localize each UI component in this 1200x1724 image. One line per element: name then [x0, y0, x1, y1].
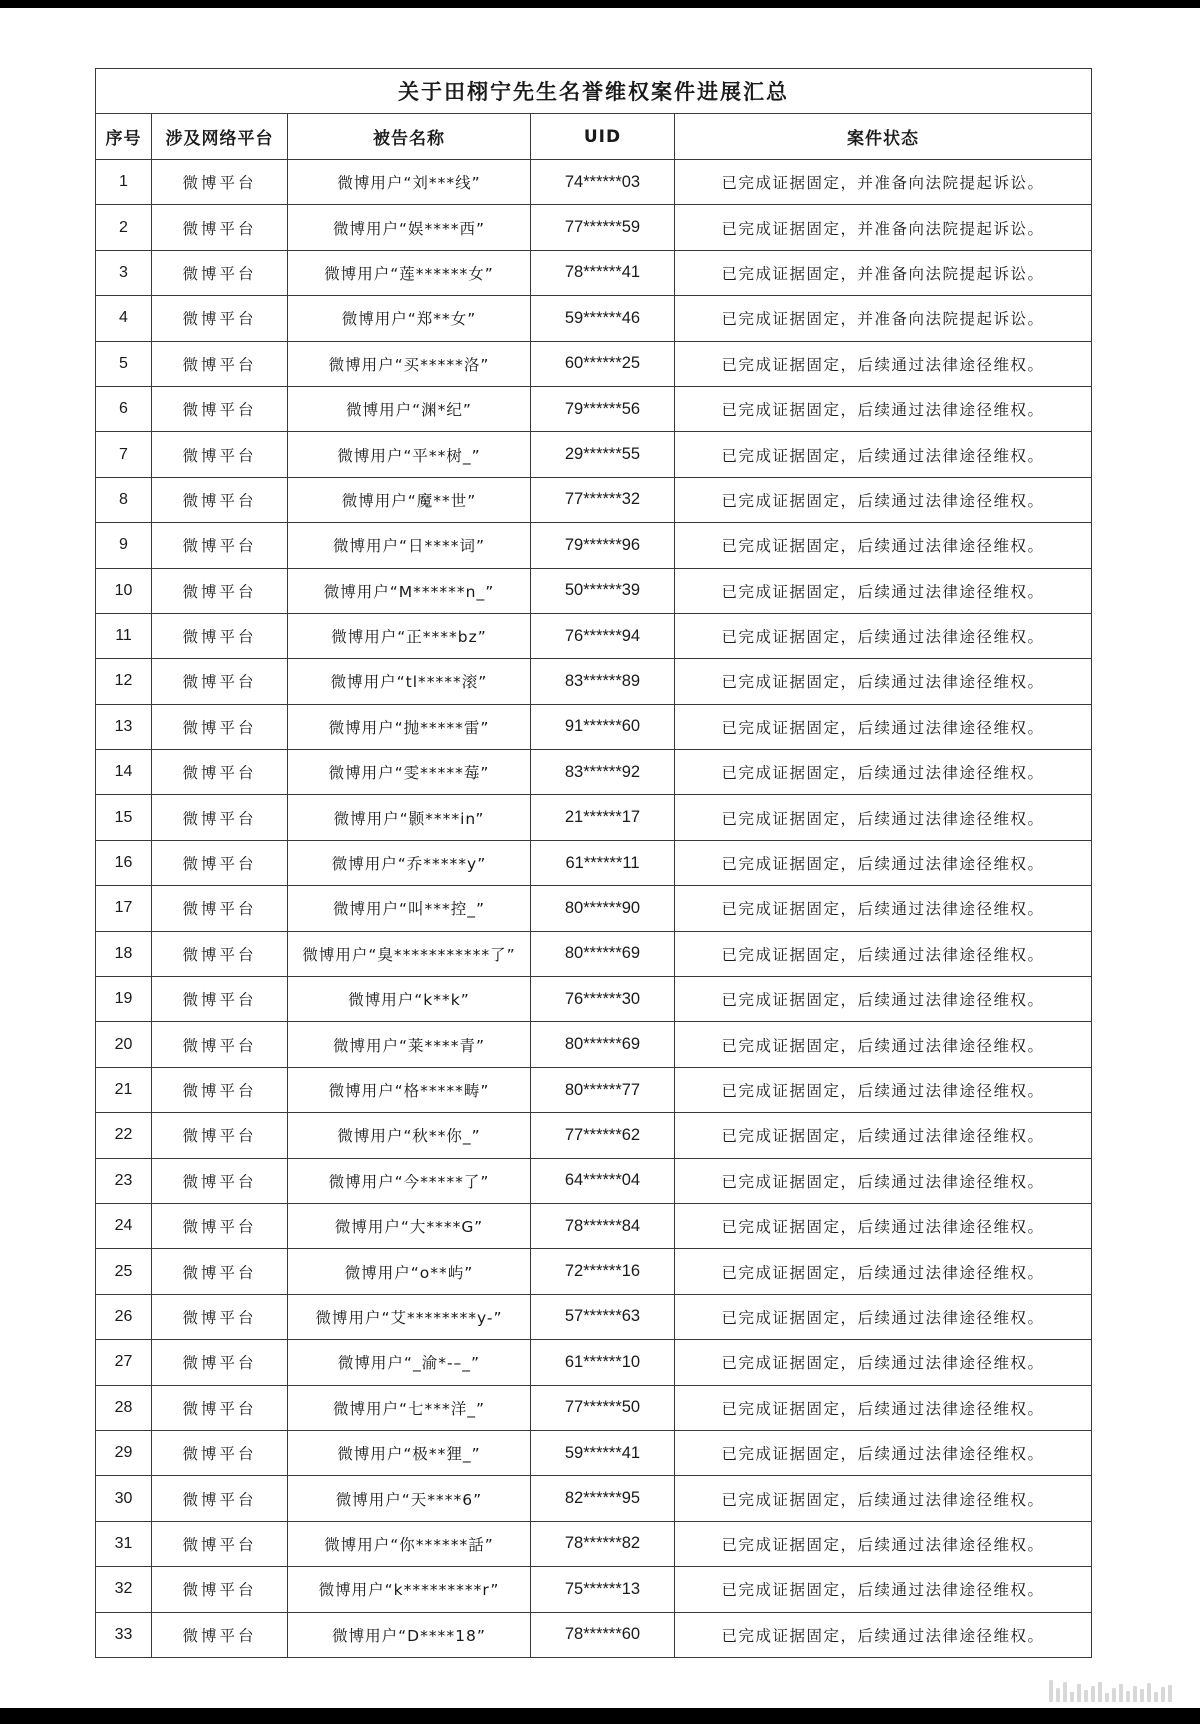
- cell-case-status: 已完成证据固定，后续通过法律途径维权。: [675, 1340, 1092, 1385]
- cell-case-status: 已完成证据固定，后续通过法律途径维权。: [675, 341, 1092, 386]
- cell-platform: 微博平台: [152, 523, 288, 568]
- table-row: [96, 613, 1092, 658]
- cell-uid: 64******04: [531, 1158, 675, 1203]
- cell-case-status: 已完成证据固定，后续通过法律途径维权。: [675, 1567, 1092, 1612]
- cell-uid: 79******96: [531, 523, 675, 568]
- cell-platform: 微博平台: [152, 840, 288, 885]
- header-platform: 涉及网络平台: [152, 114, 288, 160]
- cell-uid: 59******46: [531, 296, 675, 341]
- cell-platform: 微博平台: [152, 795, 288, 840]
- cell-platform: 微博平台: [152, 977, 288, 1022]
- cell-case-status: 已完成证据固定，并准备向法院提起诉讼。: [675, 205, 1092, 250]
- cell-uid: 75******13: [531, 1567, 675, 1612]
- table-row: [96, 704, 1092, 749]
- table-row: [96, 931, 1092, 976]
- cell-defendant-name: 微博用户“买*****洛”: [288, 341, 531, 386]
- cell-serial-number: 1: [96, 160, 152, 205]
- cell-defendant-name: 微博用户“叫***控_”: [288, 886, 531, 931]
- cell-serial-number: 16: [96, 840, 152, 885]
- cell-serial-number: 5: [96, 341, 152, 386]
- cell-uid: 78******84: [531, 1203, 675, 1248]
- cell-uid: 77******59: [531, 205, 675, 250]
- table-row: [96, 250, 1092, 295]
- cell-case-status: 已完成证据固定，后续通过法律途径维权。: [675, 477, 1092, 522]
- cell-case-status: 已完成证据固定，后续通过法律途径维权。: [675, 886, 1092, 931]
- cell-serial-number: 27: [96, 1340, 152, 1385]
- table-row: [96, 750, 1092, 795]
- cell-uid: 77******62: [531, 1113, 675, 1158]
- header-uid: UID: [531, 114, 675, 160]
- cell-case-status: 已完成证据固定，后续通过法律途径维权。: [675, 523, 1092, 568]
- cell-uid: 29******55: [531, 432, 675, 477]
- cell-case-status: 已完成证据固定，后续通过法律途径维权。: [675, 1521, 1092, 1566]
- cell-case-status: 已完成证据固定，后续通过法律途径维权。: [675, 613, 1092, 658]
- cell-uid: 78******82: [531, 1521, 675, 1566]
- table-row: [96, 341, 1092, 386]
- cell-serial-number: 12: [96, 659, 152, 704]
- table-row: [96, 840, 1092, 885]
- cell-serial-number: 25: [96, 1249, 152, 1294]
- cell-defendant-name: 微博用户“颢****in”: [288, 795, 531, 840]
- cell-defendant-name: 微博用户“郑**女”: [288, 296, 531, 341]
- cell-platform: 微博平台: [152, 1430, 288, 1475]
- cell-uid: 61******11: [531, 840, 675, 885]
- cell-defendant-name: 微博用户“tl*****滚”: [288, 659, 531, 704]
- cell-defendant-name: 微博用户“魔**世”: [288, 477, 531, 522]
- cell-defendant-name: 微博用户“刘***线”: [288, 160, 531, 205]
- cell-serial-number: 11: [96, 613, 152, 658]
- cell-defendant-name: 微博用户“M******n_”: [288, 568, 531, 613]
- cell-defendant-name: 微博用户“天****6”: [288, 1476, 531, 1521]
- cell-uid: 77******32: [531, 477, 675, 522]
- cell-defendant-name: 微博用户“k**k”: [288, 977, 531, 1022]
- table-row: [96, 1294, 1092, 1339]
- cell-case-status: 已完成证据固定，后续通过法律途径维权。: [675, 931, 1092, 976]
- cell-platform: 微博平台: [152, 1067, 288, 1112]
- cell-platform: 微博平台: [152, 1158, 288, 1203]
- cell-platform: 微博平台: [152, 613, 288, 658]
- table-row: [96, 1067, 1092, 1112]
- cell-case-status: 已完成证据固定，并准备向法院提起诉讼。: [675, 296, 1092, 341]
- table-row: [96, 568, 1092, 613]
- cell-serial-number: 29: [96, 1430, 152, 1475]
- cell-uid: 83******92: [531, 750, 675, 795]
- cell-uid: 80******90: [531, 886, 675, 931]
- cell-uid: 57******63: [531, 1294, 675, 1339]
- case-progress-table: [95, 68, 1092, 1658]
- table-row: [96, 1113, 1092, 1158]
- cell-case-status: 已完成证据固定，后续通过法律途径维权。: [675, 795, 1092, 840]
- cell-serial-number: 24: [96, 1203, 152, 1248]
- cell-case-status: 已完成证据固定，后续通过法律途径维权。: [675, 704, 1092, 749]
- cell-serial-number: 28: [96, 1385, 152, 1430]
- cell-platform: 微博平台: [152, 160, 288, 205]
- cell-uid: 77******50: [531, 1385, 675, 1430]
- header-case-status: 案件状态: [675, 114, 1092, 160]
- cell-platform: 微博平台: [152, 205, 288, 250]
- cell-platform: 微博平台: [152, 1385, 288, 1430]
- cell-defendant-name: 微博用户“抛*****雷”: [288, 704, 531, 749]
- cell-platform: 微博平台: [152, 1203, 288, 1248]
- table-row: [96, 886, 1092, 931]
- cell-uid: 83******89: [531, 659, 675, 704]
- cell-case-status: 已完成证据固定，后续通过法律途径维权。: [675, 1385, 1092, 1430]
- table-row: [96, 977, 1092, 1022]
- cell-serial-number: 8: [96, 477, 152, 522]
- table-row: [96, 659, 1092, 704]
- cell-defendant-name: 微博用户“大****G”: [288, 1203, 531, 1248]
- table-row: [96, 1203, 1092, 1248]
- cell-case-status: 已完成证据固定，后续通过法律途径维权。: [675, 432, 1092, 477]
- cell-serial-number: 14: [96, 750, 152, 795]
- cell-case-status: 已完成证据固定，后续通过法律途径维权。: [675, 1158, 1092, 1203]
- cell-serial-number: 33: [96, 1612, 152, 1657]
- cell-defendant-name: 微博用户“雯*****莓”: [288, 750, 531, 795]
- cell-uid: 21******17: [531, 795, 675, 840]
- table-row: [96, 1567, 1092, 1612]
- table-row: [96, 1385, 1092, 1430]
- cell-uid: 74******03: [531, 160, 675, 205]
- table-row: [96, 296, 1092, 341]
- table-title: 关于田栩宁先生名誉维权案件进展汇总: [96, 69, 1092, 114]
- cell-case-status: 已完成证据固定，后续通过法律途径维权。: [675, 568, 1092, 613]
- cell-serial-number: 2: [96, 205, 152, 250]
- cell-defendant-name: 微博用户“七***洋_”: [288, 1385, 531, 1430]
- cell-platform: 微博平台: [152, 931, 288, 976]
- cell-serial-number: 10: [96, 568, 152, 613]
- table-row: [96, 523, 1092, 568]
- cell-uid: 60******25: [531, 341, 675, 386]
- cell-platform: 微博平台: [152, 1113, 288, 1158]
- cell-platform: 微博平台: [152, 1294, 288, 1339]
- cell-uid: 80******69: [531, 1022, 675, 1067]
- cell-serial-number: 22: [96, 1113, 152, 1158]
- cell-defendant-name: 微博用户“D****18”: [288, 1612, 531, 1657]
- table-row: [96, 432, 1092, 477]
- table-title-row: [96, 69, 1092, 114]
- cell-platform: 微博平台: [152, 568, 288, 613]
- cell-defendant-name: 微博用户“你******話”: [288, 1521, 531, 1566]
- cell-uid: 61******10: [531, 1340, 675, 1385]
- cell-platform: 微博平台: [152, 886, 288, 931]
- cell-platform: 微博平台: [152, 1249, 288, 1294]
- cell-uid: 80******77: [531, 1067, 675, 1112]
- watermark: [1049, 1676, 1172, 1702]
- cell-defendant-name: 微博用户“娱****西”: [288, 205, 531, 250]
- cell-platform: 微博平台: [152, 1521, 288, 1566]
- cell-case-status: 已完成证据固定，后续通过法律途径维权。: [675, 750, 1092, 795]
- cell-uid: 91******60: [531, 704, 675, 749]
- cell-defendant-name: 微博用户“莲******女”: [288, 250, 531, 295]
- cell-defendant-name: 微博用户“_渝*-–_”: [288, 1340, 531, 1385]
- cell-platform: 微博平台: [152, 432, 288, 477]
- table-row: [96, 1158, 1092, 1203]
- cell-serial-number: 20: [96, 1022, 152, 1067]
- cell-defendant-name: 微博用户“渊*纪”: [288, 386, 531, 431]
- document-page: [0, 8, 1200, 1708]
- cell-platform: 微博平台: [152, 1612, 288, 1657]
- table-row: [96, 1476, 1092, 1521]
- cell-case-status: 已完成证据固定，后续通过法律途径维权。: [675, 1294, 1092, 1339]
- cell-serial-number: 15: [96, 795, 152, 840]
- cell-platform: 微博平台: [152, 386, 288, 431]
- header-serial-number: 序号: [96, 114, 152, 160]
- cell-serial-number: 7: [96, 432, 152, 477]
- cell-serial-number: 23: [96, 1158, 152, 1203]
- cell-defendant-name: 微博用户“格*****畴”: [288, 1067, 531, 1112]
- cell-uid: 76******30: [531, 977, 675, 1022]
- cell-case-status: 已完成证据固定，后续通过法律途径维权。: [675, 1430, 1092, 1475]
- cell-defendant-name: 微博用户“莱****青”: [288, 1022, 531, 1067]
- cell-uid: 82******95: [531, 1476, 675, 1521]
- table-row: [96, 1249, 1092, 1294]
- header-defendant-name: 被告名称: [288, 114, 531, 160]
- cell-uid: 78******60: [531, 1612, 675, 1657]
- cell-platform: 微博平台: [152, 704, 288, 749]
- cell-serial-number: 30: [96, 1476, 152, 1521]
- cell-defendant-name: 微博用户“平**树_”: [288, 432, 531, 477]
- cell-uid: 78******41: [531, 250, 675, 295]
- cell-serial-number: 19: [96, 977, 152, 1022]
- cell-case-status: 已完成证据固定，后续通过法律途径维权。: [675, 1612, 1092, 1657]
- cell-case-status: 已完成证据固定，后续通过法律途径维权。: [675, 1249, 1092, 1294]
- table-header-row: [96, 114, 1092, 160]
- cell-platform: 微博平台: [152, 1567, 288, 1612]
- cell-case-status: 已完成证据固定，后续通过法律途径维权。: [675, 840, 1092, 885]
- cell-uid: 80******69: [531, 931, 675, 976]
- cell-platform: 微博平台: [152, 250, 288, 295]
- cell-case-status: 已完成证据固定，后续通过法律途径维权。: [675, 1113, 1092, 1158]
- table-row: [96, 1521, 1092, 1566]
- cell-serial-number: 18: [96, 931, 152, 976]
- cell-case-status: 已完成证据固定，后续通过法律途径维权。: [675, 386, 1092, 431]
- cell-defendant-name: 微博用户“秋**你_”: [288, 1113, 531, 1158]
- cell-serial-number: 9: [96, 523, 152, 568]
- cell-serial-number: 32: [96, 1567, 152, 1612]
- cell-platform: 微博平台: [152, 750, 288, 795]
- cell-case-status: 已完成证据固定，并准备向法院提起诉讼。: [675, 160, 1092, 205]
- table-row: [96, 1612, 1092, 1657]
- cell-platform: 微博平台: [152, 296, 288, 341]
- cell-defendant-name: 微博用户“日****词”: [288, 523, 531, 568]
- table-body: [96, 160, 1092, 1658]
- cell-defendant-name: 微博用户“极**狸_”: [288, 1430, 531, 1475]
- cell-uid: 76******94: [531, 613, 675, 658]
- cell-serial-number: 3: [96, 250, 152, 295]
- table-row: [96, 1340, 1092, 1385]
- cell-serial-number: 17: [96, 886, 152, 931]
- cell-serial-number: 21: [96, 1067, 152, 1112]
- cell-uid: 59******41: [531, 1430, 675, 1475]
- cell-platform: 微博平台: [152, 477, 288, 522]
- cell-serial-number: 31: [96, 1521, 152, 1566]
- cell-platform: 微博平台: [152, 1340, 288, 1385]
- table-row: [96, 386, 1092, 431]
- cell-case-status: 已完成证据固定，并准备向法院提起诉讼。: [675, 250, 1092, 295]
- cell-case-status: 已完成证据固定，后续通过法律途径维权。: [675, 1203, 1092, 1248]
- table-row: [96, 160, 1092, 205]
- cell-case-status: 已完成证据固定，后续通过法律途径维权。: [675, 977, 1092, 1022]
- cell-defendant-name: 微博用户“乔*****y”: [288, 840, 531, 885]
- cell-defendant-name: 微博用户“正****bz”: [288, 613, 531, 658]
- table-row: [96, 205, 1092, 250]
- cell-case-status: 已完成证据固定，后续通过法律途径维权。: [675, 659, 1092, 704]
- cell-defendant-name: 微博用户“臭***********了”: [288, 931, 531, 976]
- table-row: [96, 1022, 1092, 1067]
- cell-serial-number: 4: [96, 296, 152, 341]
- cell-platform: 微博平台: [152, 1476, 288, 1521]
- cell-defendant-name: 微博用户“o**屿”: [288, 1249, 531, 1294]
- cell-platform: 微博平台: [152, 1022, 288, 1067]
- table-row: [96, 477, 1092, 522]
- cell-uid: 50******39: [531, 568, 675, 613]
- cell-uid: 79******56: [531, 386, 675, 431]
- cell-defendant-name: 微博用户“k*********r”: [288, 1567, 531, 1612]
- cell-serial-number: 26: [96, 1294, 152, 1339]
- table-row: [96, 795, 1092, 840]
- cell-serial-number: 13: [96, 704, 152, 749]
- cell-platform: 微博平台: [152, 341, 288, 386]
- cell-uid: 72******16: [531, 1249, 675, 1294]
- cell-defendant-name: 微博用户“艾********y-”: [288, 1294, 531, 1339]
- cell-platform: 微博平台: [152, 659, 288, 704]
- cell-serial-number: 6: [96, 386, 152, 431]
- cell-case-status: 已完成证据固定，后续通过法律途径维权。: [675, 1022, 1092, 1067]
- cell-defendant-name: 微博用户“今*****了”: [288, 1158, 531, 1203]
- cell-case-status: 已完成证据固定，后续通过法律途径维权。: [675, 1067, 1092, 1112]
- table-row: [96, 1430, 1092, 1475]
- cell-case-status: 已完成证据固定，后续通过法律途径维权。: [675, 1476, 1092, 1521]
